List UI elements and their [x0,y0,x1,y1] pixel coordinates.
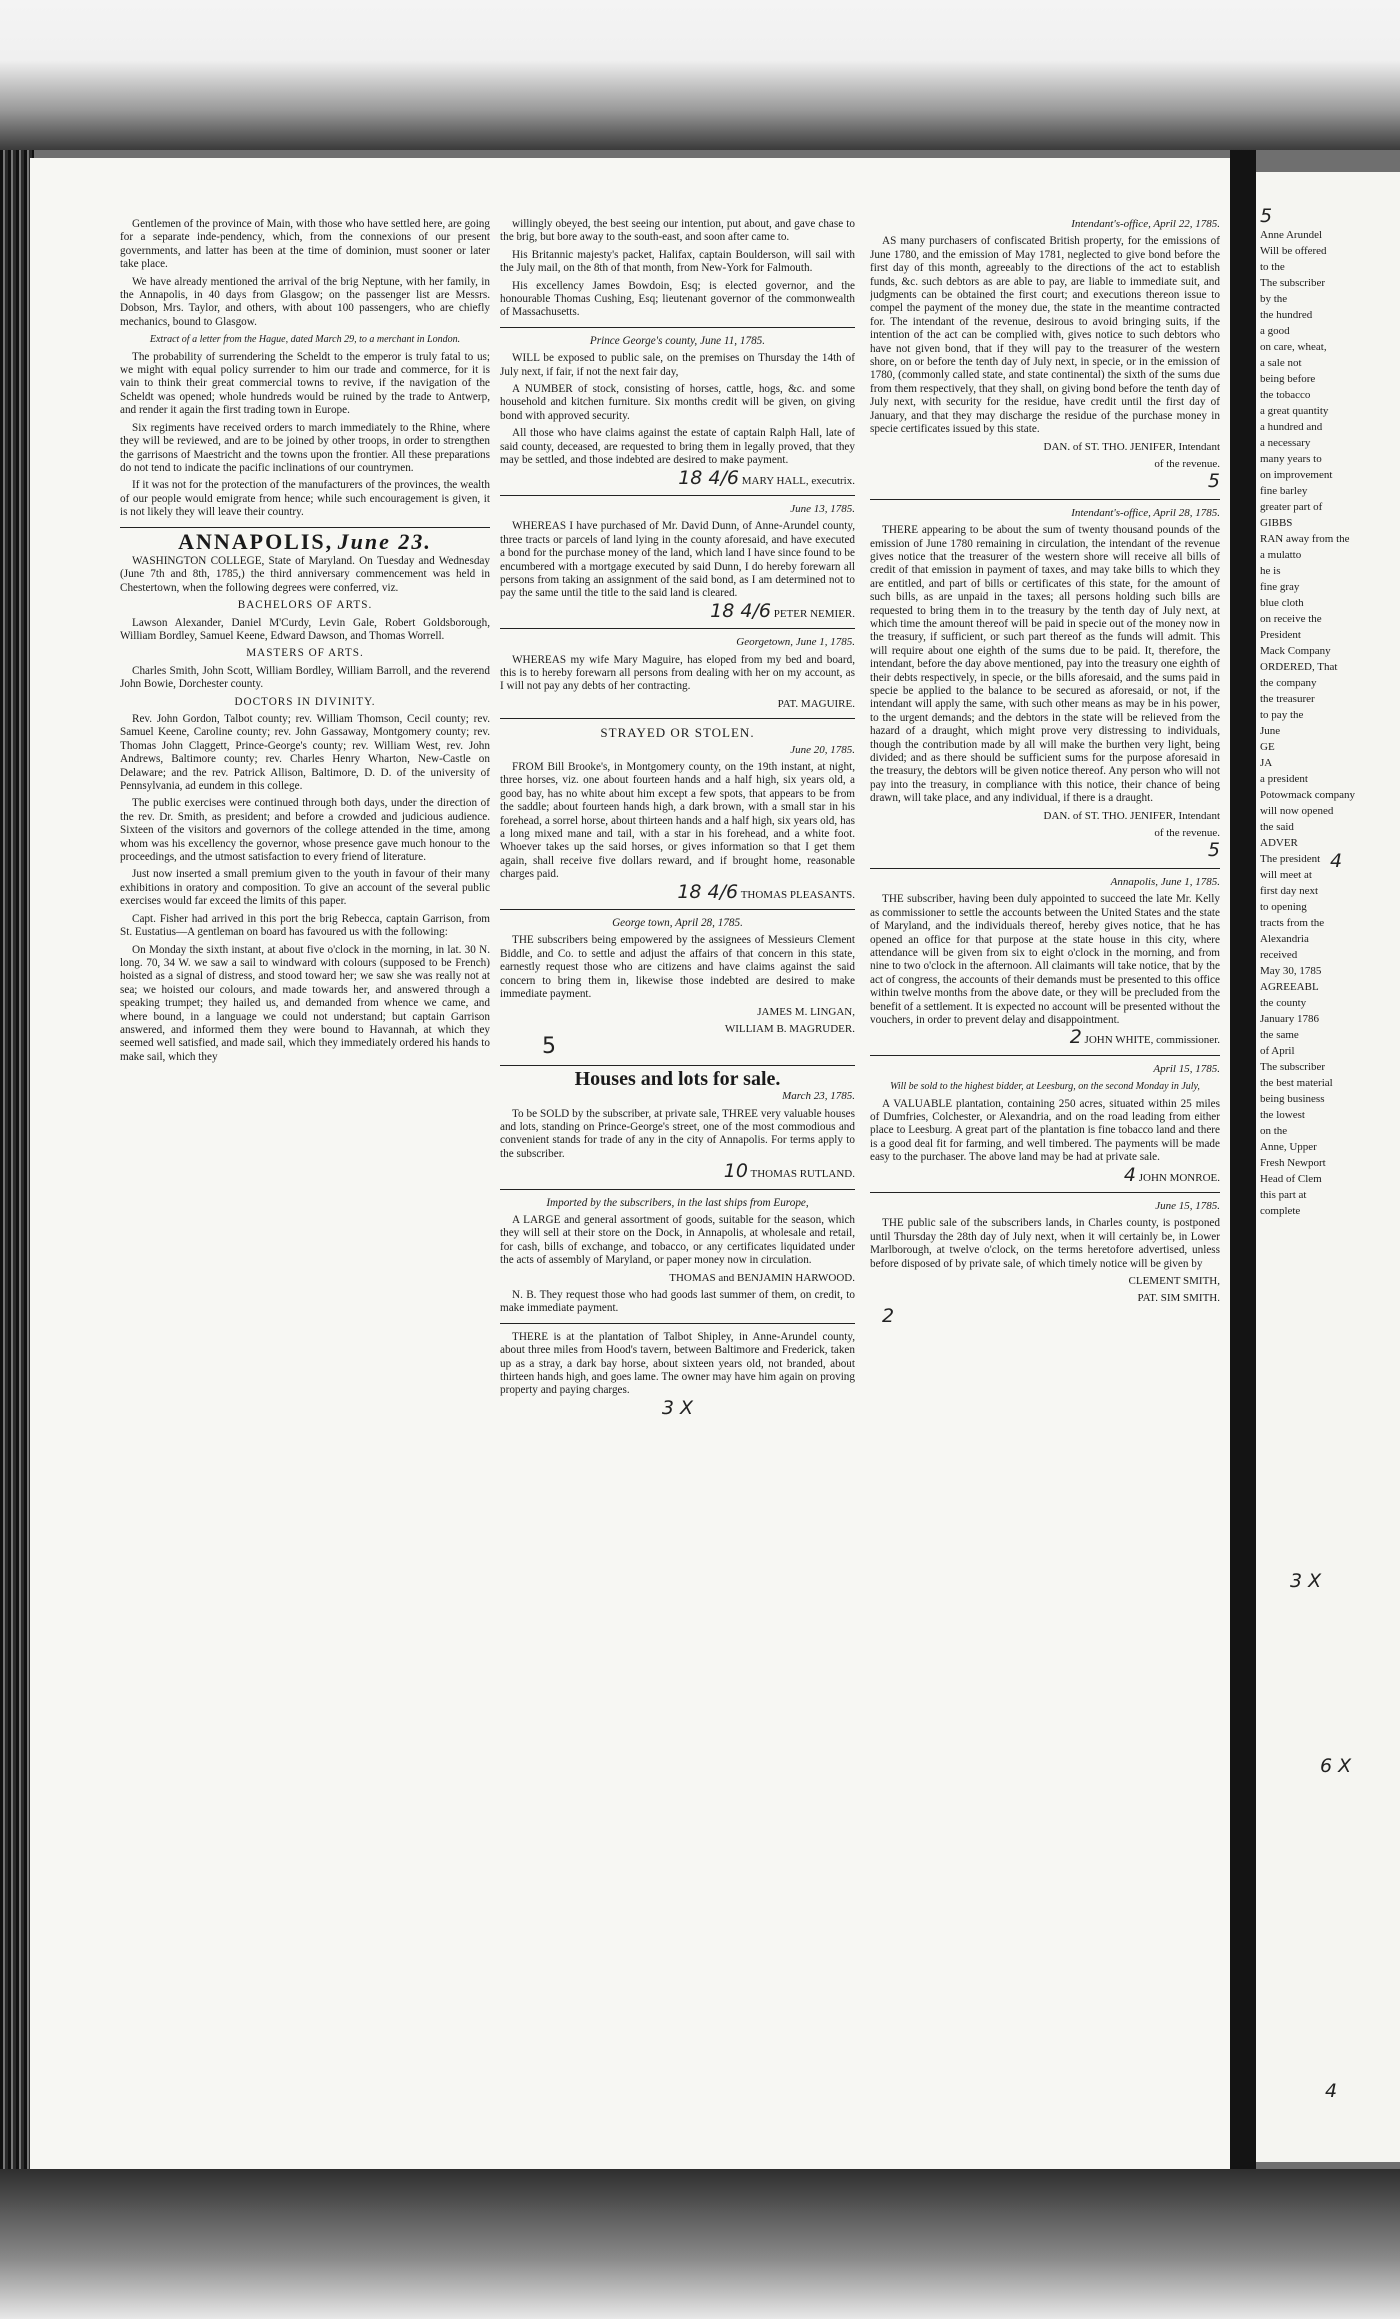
c3-ad2-heading: Intendant's-office, April 28, 1785. [1071,506,1220,519]
page2-line: this part at [1260,1189,1307,1201]
page2-line: complete [1260,1205,1301,1217]
dd-heading: DOCTORS IN DIVINITY. [234,695,376,708]
col1-p5: The public exercises were continued through both days, under the direction of the rev. Dr. Smith, as president; and before a crowded and judicious audience. Sixteen of the visitors and governors of the college attended in the time, among whom was his excellency the governor, whose presence gave much honour to the proceedings, and the utmost satisfaction to every friend of literature. [120,797,490,864]
ad1-text-c: All those who have claims against the estate of captain Ralph Hall, late of said county, deceased, are requested to bring them in legally proved, that they may be settled, and those indebted are desired to make payment. [500,427,855,467]
page2-line: the county [1260,997,1307,1009]
ma-heading: MASTERS OF ARTS. [246,647,364,660]
dd-names: Rev. John Gordon, Talbot county; rev. William Thomson, Cecil county; rev. Samuel Keene, Caroline county; rev. John Gassaway, Montgomery county; rev. Thomas John Claggett, Prince-George's county; rev. William West, rev. John Andrews, Baltimore county; rev. Charles Henry Wharton, New-Castle on Delaware; and the rev. Patrick Allison, Baltimore, D. D. of the university of Pennsylvania, ad eundem in this college. [120,713,490,793]
page2-line: a great quantity [1260,405,1329,417]
page2-line: a necessary [1260,437,1311,449]
col1-intro: Gentlemen of the province of Main, with those who have settled here, are going for a separate inde-pendency, which, from the connexions of our present governments, and latter has been at the time of dominion, must sooner or later take place. [120,218,490,271]
scan-bottom-shadow [0,2169,1400,2319]
newspaper-page [30,158,1230,2188]
divider [500,1323,855,1324]
ad5-heading: George town, April 28, 1785. [612,917,743,930]
divider [500,1065,855,1066]
ad2-text: WHEREAS I have purchased of Mr. David Dunn, of Anne-Arundel county, three tracts or parcels of land lying in the county aforesaid, and have executed a bond for the purchase money of the land, which land I have since found to be encumbered with a mortgage executed by said Dunn, I do hereby forewarn all persons from taking an assignment of the said bond, as I am determined not to pay the same until the title to the said land is cleared. [500,520,855,600]
page2-line: he is [1260,565,1281,577]
page2-line: a hundred and [1260,421,1323,433]
divider [870,1055,1220,1056]
p2-mark-e [1325,2080,1337,2102]
p2-mark-b [1330,850,1342,872]
divider [500,628,855,629]
p2-mark-d [1320,1755,1351,1777]
ma-names: Charles Smith, John Scott, William Bordley, William Barroll, and the reverend John Bowie, Dorchester county. [120,664,490,691]
ad7-text: A LARGE and general assortment of goods, suitable for the season, which they will sell at their store on the Dock, in Annapolis, at wholesale and retail, for cash, bills of exchange, and tobacco, or any certificates liquidated under the acts of assembly of Maryland, or paper money now in circulation. [500,1213,855,1267]
column-3 [870,218,1220,2168]
page-gutter [1230,150,1256,2190]
college-intro: WASHINGTON COLLEGE, State of Maryland. On Tuesday and Wednesday (June 7th and 8th, 1785,) the third anniversary commencement was held in Chestertown, when the following degrees were conferred, viz. [120,554,490,594]
handwritten-mark: 5 [1207,839,1220,862]
col1-p1: We have already mentioned the arrival of the brig Neptune, with her family, in the Annapolis, in 40 days from Glasgow; on the passenger list are Messrs. Dobson, Mrs. Taylor, and others, with about 100 passengers, who are chiefly mechanics, bound to Glasgow. [120,275,490,328]
ba-names: Lawson Alexander, Daniel M'Curdy, Levin Gale, Robert Goldsborough, William Bordley, Samuel Keene, Edward Dawson, and Thomas Worrell. [120,616,490,642]
page2-line: AGREEABL [1260,981,1319,993]
c3-ad2-mark [870,839,1220,862]
c3-ad5-signature-1: CLEMENT SMITH, [1128,1275,1220,1288]
page2-line: being before [1260,373,1316,385]
page2-line: fine gray [1260,581,1300,593]
page2-line: a good [1260,325,1290,337]
dateline-city: ANNAPOLIS, [178,528,334,554]
page2-line: the said [1260,821,1294,833]
dateline-date: June 23. [337,528,432,554]
c3-ad1-mark [870,470,1220,493]
c3-ad2-signature-2: of the revenue. [1154,827,1220,840]
divider [870,1192,1220,1193]
divider [120,527,490,528]
ad7-heading: Imported by the subscribers, in the last ships from Europe, [546,1196,809,1209]
page2-line: Potowmack company [1260,789,1356,801]
page2-line: to opening [1260,901,1307,913]
handwritten-mark: 5 [1260,205,1273,227]
handwritten-mark: 4 [1123,1163,1136,1186]
col1-p3: Six regiments have received orders to march immediately to the Rhine, where they will be reviewed, and are to be joined by other troops, in order to strengthen the garrisons of Maestricht and the towns upon the frontier. All these preparations do not tend to indicate the pacific inclinations of our countrymen. [120,421,490,474]
page2-line: to the [1260,261,1285,273]
page2-line: a sale not [1260,357,1302,369]
col2-p1: willingly obeyed, the best seeing our intention, put about, and gave chase to the brig, but bore away to the south-east, and soon after came to. [500,218,855,244]
page2-line: JA [1260,757,1273,769]
c3-ad4-heading: April 15, 1785. [1153,1062,1220,1075]
page2-line: Anne, Upper [1260,1141,1317,1153]
page2-line: many years to [1260,453,1322,465]
c3-ad4-text: A VALUABLE plantation, containing 250 acres, situated within 25 miles of Dumfries, Colchester, or Alexandria, and on the road leading from either place to Leesburg. A great part of the plantation is fine tobacco land and there is a good deal fit for farming, and well timbered. The payments will be made easy to the purchaser. The above land may be had at private sale. [870,1097,1220,1164]
ad1-signature: 18 4/6 MARY HALL, executrix. [678,466,855,489]
col1-p2: The probability of surrendering the Scheldt to the emperor is truly fatal to us; we might with equal policy surrender to him our trade and commerce, for it is vain to think their great commercial towns to revive, if the navigation of the Scheldt was opened; whole hundreds would be ruined by the trade to Antwerp, and render it again the first trading town in Europe. [120,350,490,417]
handwritten-mark: 10 [723,1160,748,1183]
c3-ad4-subheading: Will be sold to the highest bidder, at Leesburg, on the second Monday in July, [890,1081,1200,1093]
page2-line: blue cloth [1260,597,1304,609]
col1-p6: Just now inserted a small premium given to the youth in favour of their many exhibitions in oratory and composition. To give an account of the several public exercises would far exceed the limits of this paper. [120,868,490,908]
col2-p2: His Britannic majesty's packet, Halifax, captain Boulderson, will sail with the July mail, on the 8th of that month, from New-York for Falmouth. [500,248,855,275]
ad3-text: WHEREAS my wife Mary Maguire, has eloped from my bed and board, this is to hereby forewarn all persons from dealing with her on my account, as I will not pay any debts of her contracting. [500,653,855,693]
page2-line: GE [1260,741,1275,753]
ad6-text: To be SOLD by the subscriber, at private sale, THREE very valuable houses and lots, standing on Prince-George's street, one of the most commodious and convenient stands for trade of any in the city of Annapolis. For terms apply to the subscriber. [500,1107,855,1160]
page2-line: on receive the [1260,613,1322,625]
handwritten-mark: 4 [1330,850,1343,872]
ba-heading: BACHELORS OF ARTS. [237,599,373,612]
page2-line: January 1786 [1260,1013,1319,1025]
ad8-mark [500,1396,855,1419]
c3-ad1-signature-2: of the revenue. [1154,457,1220,470]
page2-line: the tobacco [1260,389,1311,401]
page2-line: on improvement [1260,469,1333,481]
divider [870,868,1220,869]
divider [500,718,855,719]
column-2 [500,218,855,2168]
handwritten-mark: 2 [882,1304,895,1327]
page2-line: fine barley [1260,485,1308,497]
c3-ad3-signature: 2 JOHN WHITE, commissioner. [1069,1026,1220,1049]
dateline [120,528,490,554]
page2-line: the company [1260,677,1317,689]
handwritten-mark: 18 4/6 [677,880,739,903]
scan-top-shadow [0,0,1400,150]
page2-line: ADVER [1260,837,1298,849]
ad6-signature: 10 THOMAS RUTLAND. [723,1160,855,1183]
handwritten-mark: 4 [1325,2080,1338,2102]
ad6-title: Houses and lots for sale. [574,1067,781,1090]
page2-line: May 30, 1785 [1260,965,1322,977]
page2-line: on care, wheat, [1260,341,1327,353]
page2-line: greater part of [1260,501,1323,513]
page2-line: The subscriber [1260,277,1326,289]
ad3-signature: PAT. MAGUIRE. [777,697,855,710]
ad8-text: THERE is at the plantation of Talbot Shipley, in Anne-Arundel county, about three miles from Hood's tavern, between Baltimore and Frederick, taken up as a stray, a dark bay horse, about sixteen years old, not branded, about thirteen hands high, and goes lame. The owner may have him again on proving property and paying charges. [500,1330,855,1397]
c3-ad2-text: THERE appearing to be about the sum of twenty thousand pounds of the emission of June 1780 remaining in circulation, the intendant of the revenue gives notice that the treasurer of the western shore will receive all bills of credit of that emission in payment of taxes, and may take bills to which they are entitled, and part of bills or certificates of this state, for the amount of such bills, as are unpaid in the taxes; all persons holding such bills are requested to bring them in to the treasury by the tenth day of July next, at which time the amount thereof will be paid in specie out of the money now in the treasury, if sufficient, or such part thereof as the funds will admit. This will require about one eighth of the sums due to be paid. It, therefore, the intendant, before the day above mentioned, pay into the treasury one eighth of their debts respectively, in specie, or the bills aforesaid, and the sums paid in specie be applied to the balance to be secured as aforesaid, or not, if the intendant will apply the same, with such other means as may be in his power, to the urgent demands; and the debtors in the state will be relieved from the hazard of a draught, which might prove very distressing to individuals, though the contribution made by all will make the burthen very light, being divided; and as there should be sufficient sums for the purpose aforesaid in the treasury, the debtors will be given notice thereof. Any person who will not pay into the treasury, in compliance with this notice, their chance of being drawn, will take place, and any individual, if there is a draught. [870,524,1220,805]
c3-ad3-text: THE subscriber, having been duly appointed to succeed the late Mr. Kelly as commissioner to settle the accounts between the United States and the state of Maryland, and the individuals thereof, hereby gives notice, that he has opened an office for that purpose at the state house in this city, where attendance will be given from six to eight o'clock in the morning, and from nine to two o'clock in the afternoon. All claimants will take notice, that by the act of congress, the accounts of their demands must be presented to this office within twelve months from the above date, or they will be precluded from the benefit of a settlement. It is expected no account will be presented without the vouchers, in order to prevent delay and disappointment. [870,893,1220,1026]
c3-ad5-signature-2: PAT. SIM SMITH. [1137,1292,1220,1305]
handwritten-mark: 6 X [1320,1755,1352,1777]
ad5-mark [500,1034,855,1060]
page2-line: President [1260,629,1301,641]
page2-line: by the [1260,293,1288,305]
page2-line: to pay the [1260,709,1304,721]
c3-ad3-heading: Annapolis, June 1, 1785. [1110,875,1220,888]
page2-line: Fresh Newport [1260,1157,1326,1169]
page2-line: the hundred [1260,309,1313,321]
c3-ad5-mark [870,1304,1220,1327]
book-spine [0,150,34,2180]
col2-p3: His excellency James Bowdoin, Esq; is elected governor, and the honourable Thomas Cushing, Esq; lieutenant governor of the commonwealth of Massachusetts. [500,279,855,319]
page2-line: the same [1260,1029,1299,1041]
p2-mark-a [1256,205,1400,227]
page2-line: RAN away from the [1260,533,1350,545]
col1-p8: On Monday the sixth instant, at about five o'clock in the morning, in lat. 30 N. long. 70, 34 W. we saw a sail to windward with colours (supposed to be French) hoisted as a signal of distress, and stood toward her; we saw she was really not at sea; we hoisted our colours, and made towards her, and answered through a speaking trumpet; they hailed us, and demanded from whence we came, and where bound, in a language we could not understand; but captain Garrison answered, and informed them they were bound to Havannah, at which they seemed well satisfied, and made sail, which they immediately ordered his hands to make sail, which they [120,943,490,1063]
page2-line: Anne Arundel [1260,229,1323,241]
divider [500,327,855,328]
handwritten-mark: 5 [1207,470,1220,493]
page2-line: the best material [1260,1077,1333,1089]
ad3-heading: Georgetown, June 1, 1785. [736,636,855,649]
c3-ad4-signature: 4 JOHN MONROE. [1123,1163,1220,1186]
divider [500,495,855,496]
page2-line: Mack Company [1260,645,1331,657]
page2-line: The president [1260,853,1321,865]
ad7-note: N. B. They request those who had goods last summer of them, on credit, to make immediate payment. [500,1289,855,1315]
page2-line: ORDERED, That [1260,661,1338,673]
page2-line: a mulatto [1260,549,1302,561]
page2-line: will meet at [1260,869,1312,881]
page2-line: tracts from the [1260,917,1325,929]
c3-ad1-text: AS many purchasers of confiscated British property, for the emissions of June 1780, and the emission of May 1781, neglected to give bond before the first day of this month, agreeably to the directions of the act to establish funds, &c. such debtors as are able to pay, are liable to immediate suit, and judgments can be obtained the first court; and executions thereon issue to compel the payment of the money due, the state in the meantime contracted for. The intendant of the revenue, desirous to avoid bringing suits, if the intention of the act can be complied with, gives notice to such debtors who have not given bond, that if they will pay to the treasurer of the western shore, on or before the tenth day of July next, in specie, or in the emission of 1780, (commonly called state, and state continental) the sixth of the sums due from them respectively, that they shall, on giving bond before the tenth day of July next, with security for the residue, have credit until the first day of January, and that they may discharge the residue of the purchase money in specie certificates issued by this state. [870,235,1220,436]
ad4-heading: STRAYED OR STOLEN. [600,725,755,741]
page2-line: the treasurer [1260,693,1315,705]
page2-line: being business [1260,1093,1325,1105]
divider [500,1189,855,1190]
ad7-signature: THOMAS and BENJAMIN HARWOOD. [669,1271,855,1284]
ad1-heading: Prince George's county, June 11, 1785. [589,334,766,347]
ad4-text: FROM Bill Brooke's, in Montgomery county, on the 19th instant, at night, three horses, viz. one about fourteen hands and a half high, six years old, a good bay, has no white about him except a few spots, that appears to be from the saddle; about fourteen hands high, a dark brown, with a small star in his forehead, a sorrel horse, about thirteen hands and a half high, six years old, has a long mixed mane and tail, with a star in his forehead, and a white foot. Whoever takes up the said horses, or gives information so that I get them again, shall receive five dollars reward, and if brought home, reasonable charges paid. [500,761,855,881]
c3-ad1-signature-1: DAN. of ST. THO. JENIFER, Intendant [1043,440,1220,453]
divider [870,499,1220,500]
handwritten-mark: 3 X [661,1396,694,1419]
c3-ad1-heading: Intendant's-office, April 22, 1785. [1071,218,1220,230]
ad2-heading: June 13, 1785. [790,502,855,515]
handwritten-mark: 3 X [1290,1570,1322,1592]
page2-line: June [1260,725,1281,737]
c3-ad2-signature-1: DAN. of ST. THO. JENIFER, Intendant [1043,809,1220,822]
ad5-signature-2: WILLIAM B. MAGRUDER. [724,1022,855,1035]
page2-line: The subscriber [1260,1061,1326,1073]
page2-line: a president [1260,773,1308,785]
col1-p7: Capt. Fisher had arrived in this port the brig Rebecca, captain Garrison, from St. Eustatius—A gentleman on board has favoured us with the following: [120,912,490,939]
ad4-signature: 18 4/6 THOMAS PLEASANTS. [677,880,855,903]
col1-p4: If it was not for the protection of the manufacturers of the provinces, the wealth of our people would emigrate from hence; while such encouragement is given, it is not likely they will leave their country. [120,479,490,519]
adjacent-page-fragment [1256,172,1400,2162]
handwritten-mark: 18 4/6 [710,599,771,622]
page2-line: on the [1260,1125,1288,1137]
ad1-text: WILL be exposed to public sale, on the premises on Thursday the 14th of July next, if fair, if not the next fair day, [500,352,855,378]
page2-line: received [1260,949,1298,961]
col1-extract-heading: Extract of a letter from the Hague, dated March 29, to a merchant in London. [149,334,461,346]
divider [500,909,855,910]
ad6-date: March 23, 1785. [782,1090,855,1103]
ad4-date: June 20, 1785. [790,743,855,756]
ad2-signature: 18 4/6 PETER NEMIER. [710,599,855,622]
handwritten-mark: 18 4/6 [678,466,739,489]
c3-ad5-heading: June 15, 1785. [1155,1200,1220,1212]
column-1 [120,218,490,2168]
ad5-text: THE subscribers being empowered by the assignees of Messieurs Clement Biddle, and Co. to settle and adjust the affairs of that concern in this state, earnestly request those who are citizens and have claims against the said concern to bring them in, likewise those indebted are desired to make immediate payment. [500,934,855,1001]
page2-line: the lowest [1260,1109,1305,1121]
page2-line: Alexandria [1260,933,1309,945]
page2-line: first day next [1260,885,1319,897]
handwritten-mark: 2 [1069,1026,1082,1049]
ad5-signature-1: JAMES M. LINGAN, [757,1005,855,1018]
c3-ad5-text: THE public sale of the subscribers lands, in Charles county, is postponed until Thursday the 28th day of July next, when it will certainly be, in Lower Marlborough, at twelve o'clock, on the terms heretofore advertised, unless before disposed of by private sale, of which timely notice will be given by [870,1217,1220,1270]
page2-line: Head of Clem [1260,1173,1322,1185]
page2-line: Will be offered [1260,245,1327,257]
handwritten-mark: 5 [542,1034,556,1060]
p2-mark-c [1290,1570,1321,1592]
ad1-text-b: A NUMBER of stock, consisting of horses, cattle, hogs, &c. and some household and kitchen furniture. Six months credit will be given, on giving bond with approved security. [500,383,855,422]
page2-line: GIBBS [1260,517,1293,529]
page2-line: will now opened [1260,805,1334,817]
page2-line: of April [1260,1045,1295,1057]
